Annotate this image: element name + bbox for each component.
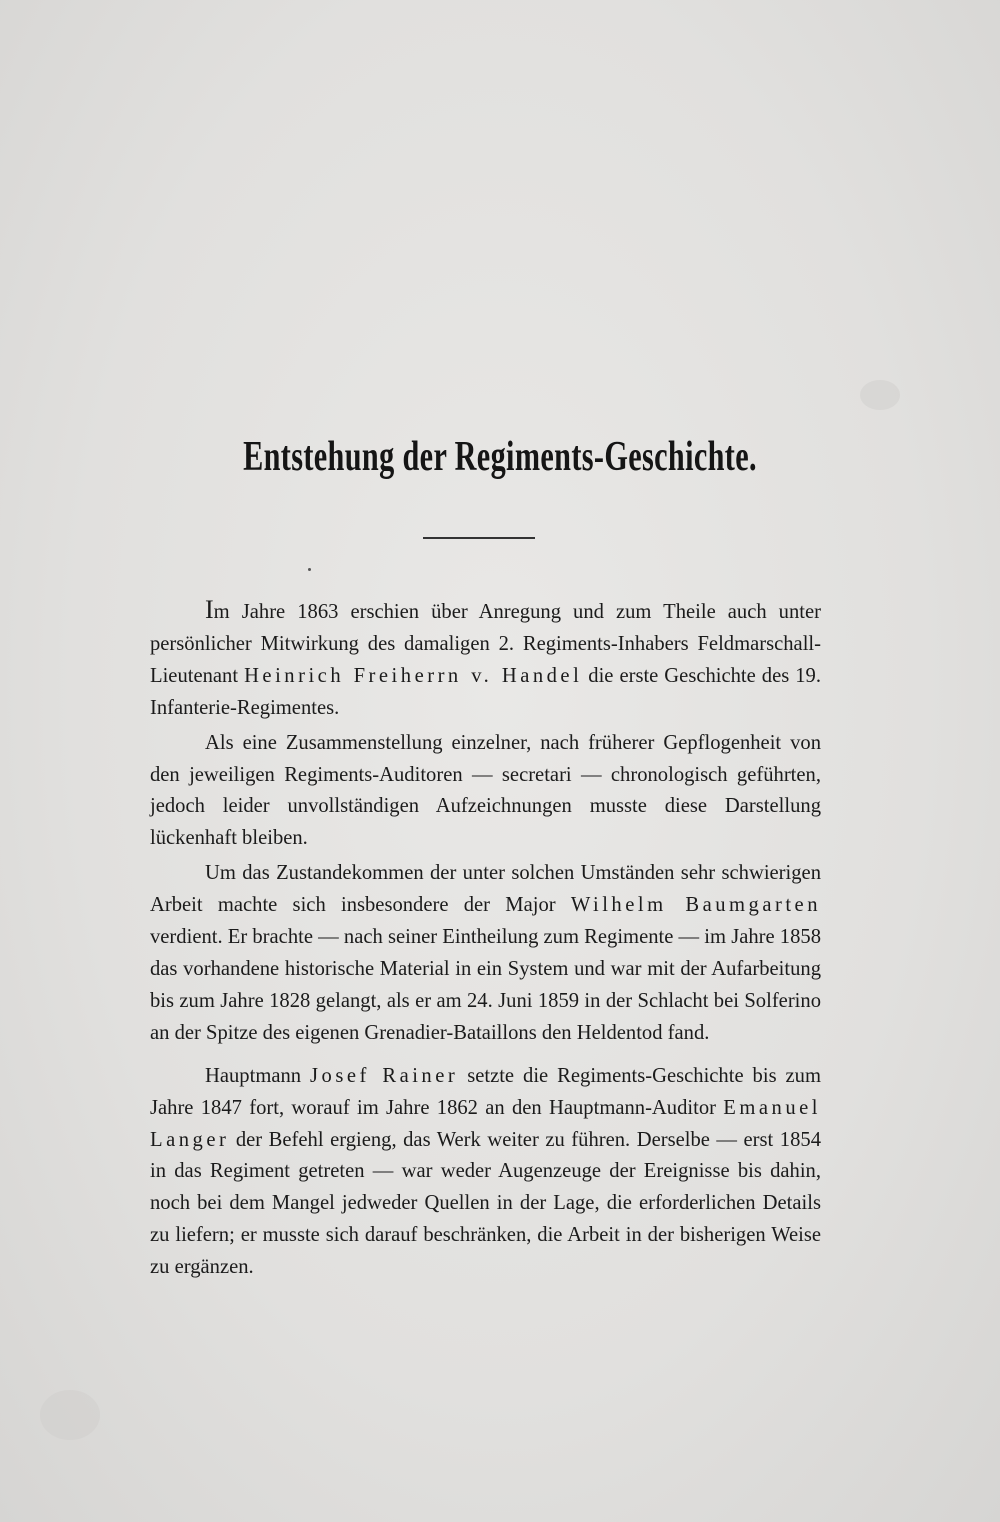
paper-stain — [860, 380, 900, 410]
text-run: verdient. Er brachte — nach seiner Eintheilung zum Regimente — im Jahre 1858 das vorhandene historische Material in ein System und war mit der Aufarbeitung bis zum Jahre 1828 gelangt, als er am 24. Juni 1859 in der Schlacht bei Solferino an der Spitze des eigenen Grenadier-Bataillons den Heldentod fand. — [150, 926, 821, 1044]
paragraph-2: Als eine Zusammenstellung einzelner, nach früherer Gepflogenheit von den jeweiligen Regiments-Auditoren — secretari — chronologisch geführten, jedoch leider unvollständigen Aufzeichnungen musste diese Darstellung lückenhaft bleiben. — [150, 731, 821, 850]
spaced-name: Wilhelm Baumgarten — [570, 894, 821, 917]
spaced-name: Emanuel Langer — [150, 1096, 821, 1151]
paragraph-1 — [150, 594, 821, 725]
text-run: Hauptmann — [205, 1064, 311, 1087]
text-run: m Jahre 1863 erschien über Anregung und zum Theile auch unter persönlicher Mitwirkung des damaligen 2. Regiments-Inhabers Feldmarschall-Lieutenant — [150, 601, 821, 687]
initial-letter: I — [205, 595, 214, 624]
text-run: der Befehl ergieng, das Werk weiter zu führen. Derselbe — erst 1854 in das Regiment getreten — war weder Augenzeuge der Ereignisse bis dahin, noch bei dem Mangel jedweder Quellen in der Lage, die erforderlichen Details zu liefern; er musste sich darauf beschränken, die Arbeit in der bisherigen Weise zu ergänzen. — [150, 1128, 821, 1279]
body-text — [150, 594, 821, 1284]
print-speck — [308, 568, 311, 571]
spaced-name: Heinrich Freiherrn v. Handel — [244, 664, 583, 687]
paragraph-3 — [150, 858, 821, 1049]
paragraph-4 — [150, 1061, 821, 1284]
text-run: Um das Zustandekommen der unter solchen Umständen sehr schwierigen Arbeit machte sich insbesondere der Major — [150, 862, 821, 917]
title-divider — [423, 537, 535, 539]
page-title: Entstehung der Regiments-Geschichte. — [243, 434, 757, 480]
text-run: setzte die Regiments-Geschichte bis zum Jahre 1847 fort, worauf im Jahre 1862 an den Hauptmann-Auditor — [150, 1064, 821, 1119]
text-run: die erste Geschichte des 19. Infanterie-Regimentes. — [150, 664, 821, 719]
paper-stain — [40, 1390, 100, 1440]
spaced-name: Josef Rainer — [310, 1064, 459, 1087]
